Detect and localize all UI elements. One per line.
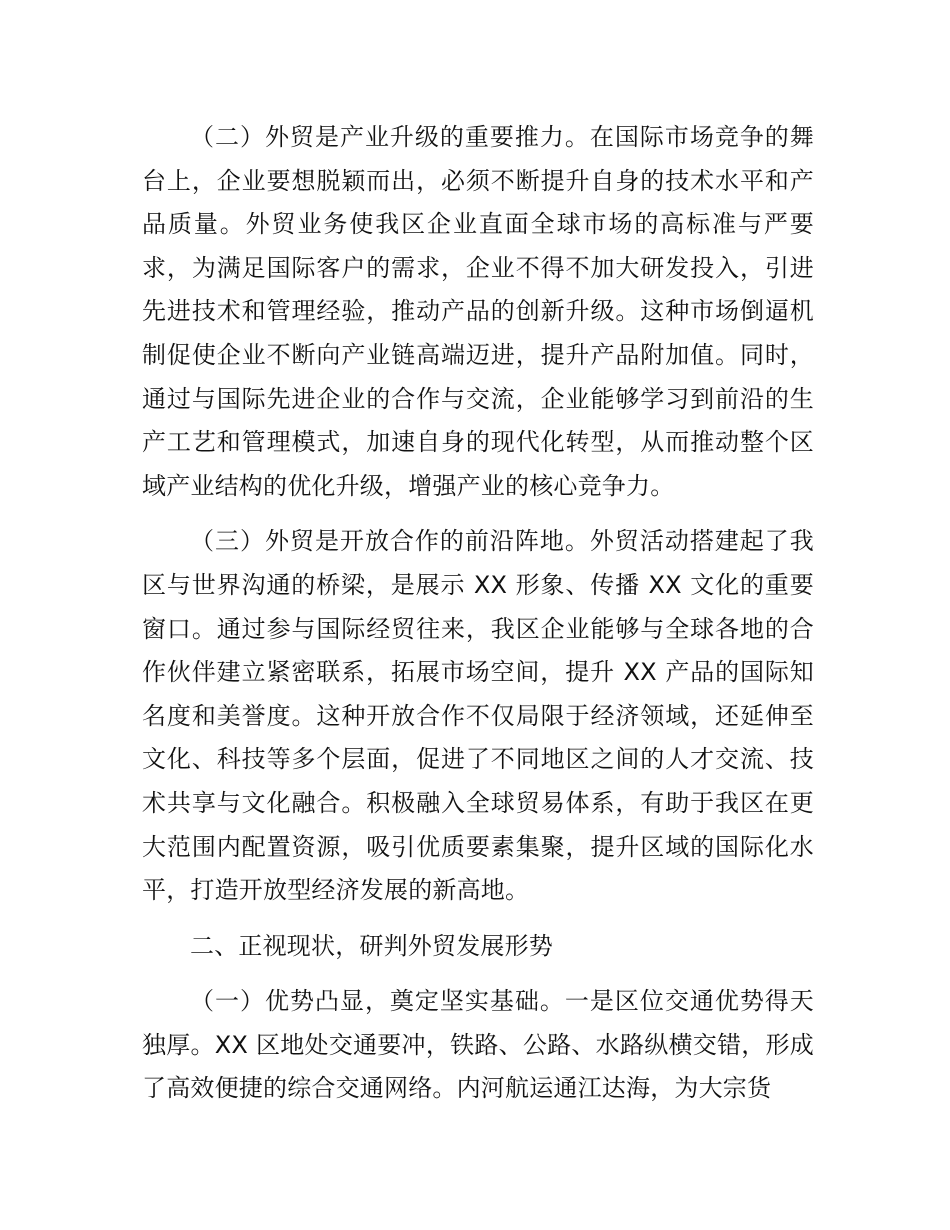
document-body: [142, 116, 814, 1123]
section-heading-current-situation: 二、正视现状，研判外贸发展形势: [190, 931, 553, 960]
paragraph-open-cooperation: （三）外贸是开放合作的前沿阵地。外贸活动搭建起了我区与世界沟通的桥梁，是展示 XX 形象、传播 XX 文化的重要窗口。通过参与国际经贸往来，我区企业能够与全球各地的合作伙伴建立紧密联系，拓展市场空间，提升 XX 产品的国际知名度和美誉度。这种开放合作不仅局限于经济领域，还延伸至文化、科技等多个层面，促进了不同地区之间的人才交流、技术共享与文化融合。积极融入全球贸易体系，有助于我区在更大范围内配置资源，吸引优质要素集聚，提升区域的国际化水平，打造开放型经济发展的新高地。: [142, 527, 814, 905]
paragraph-industry-upgrade: （二）外贸是产业升级的重要推力。在国际市场竞争的舞台上，企业要想脱颖而出，必须不断提升自身的技术水平和产品质量。外贸业务使我区企业直面全球市场的高标准与严要求，为满足国际客户的需求，企业不得不加大研发投入，引进先进技术和管理经验，推动产品的创新升级。这种市场倒逼机制促使企业不断向产业链高端迈进，提升产品附加值。同时，通过与国际先进企业的合作与交流，企业能够学习到前沿的生产工艺和管理模式，加速自身的现代化转型，从而推动整个区域产业结构的优化升级，增强产业的核心竞争力。: [142, 123, 814, 500]
paragraph-advantages: （一）优势凸显，奠定坚实基础。一是区位交通优势得天独厚。XX 区地处交通要冲，铁路、公路、水路纵横交错，形成了高效便捷的综合交通网络。内河航运通江达海，为大宗货: [142, 987, 814, 1103]
